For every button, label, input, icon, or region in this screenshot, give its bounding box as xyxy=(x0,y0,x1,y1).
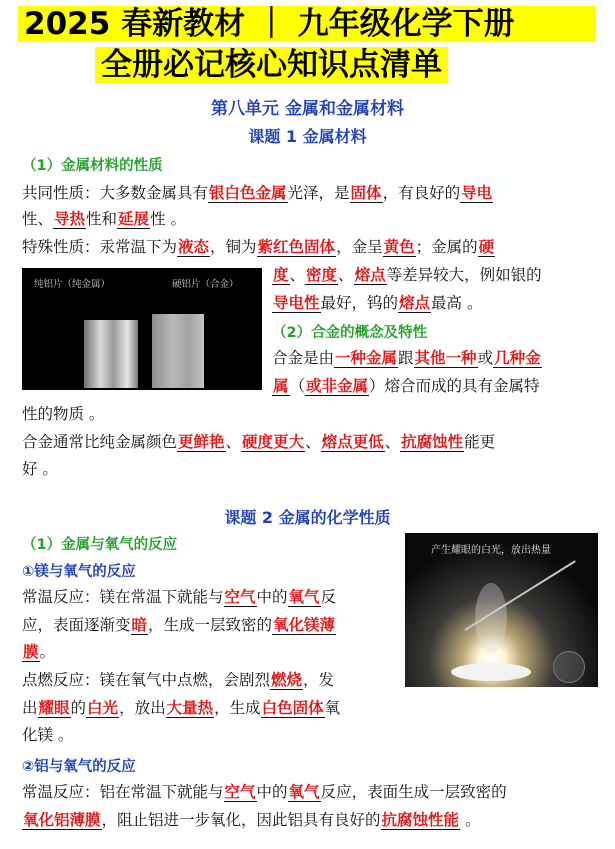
text: 常温反应：铝在常温下就能与 xyxy=(22,783,224,801)
mg-normal-line3 xyxy=(22,642,55,662)
keyword: 硬 xyxy=(478,238,495,256)
text: ，生成 xyxy=(214,699,261,717)
keyword: 密度 xyxy=(306,266,338,284)
text: 的 xyxy=(70,699,87,717)
text: ，铜为 xyxy=(210,238,257,256)
text: 最好，钨的 xyxy=(320,294,399,312)
hard-aluminum-sheet xyxy=(152,314,204,388)
text: 中的 xyxy=(256,588,288,606)
text: 合金是由 xyxy=(272,349,335,367)
text: 或 xyxy=(477,349,494,367)
text: 跟 xyxy=(398,349,414,367)
keyword: 氧化铝薄膜 xyxy=(23,811,101,829)
keyword: 或非金属 xyxy=(306,377,369,395)
text: 、 xyxy=(338,266,354,284)
mg-burn-line3 xyxy=(22,725,73,745)
text: 能更 xyxy=(464,433,496,451)
smoke-shape xyxy=(475,583,507,653)
al-normal-line1 xyxy=(22,782,507,802)
lamp-base xyxy=(451,663,531,681)
alloy-line2 xyxy=(272,376,540,396)
topic2-title: 课题 2 金属的化学性质 xyxy=(224,508,391,527)
text: ；金属的 xyxy=(415,238,478,256)
keyword: 暗 xyxy=(131,616,148,634)
title-text-2: 全册必记核心知识点清单 xyxy=(101,47,442,83)
keyword: 导电性 xyxy=(273,294,320,312)
aluminum-sheets-photo xyxy=(22,268,262,390)
text: 反 xyxy=(320,588,337,606)
sub-heading-magnesium: ①镁与氧气的反应 xyxy=(22,564,136,580)
text: 应，表面逐渐变 xyxy=(22,616,131,634)
text: ，阻止铝进一步氧化，因此铝具有良好的 xyxy=(101,811,381,829)
keyword: 银白色金属 xyxy=(209,184,287,202)
text: 性的物质 。 xyxy=(22,405,105,423)
unit-title: 第八单元 金属和金属材料 xyxy=(211,99,404,119)
text: 出 xyxy=(22,699,38,717)
keyword: 紫红色固体 xyxy=(257,238,336,256)
magnesium-burning-photo xyxy=(405,533,598,687)
text: ，金呈 xyxy=(336,238,383,256)
keyword: 黄色 xyxy=(383,238,415,256)
section-alloy-heading: （2）合金的概念及特性 xyxy=(272,325,428,341)
keyword: 导热 xyxy=(54,210,86,228)
text: 。 xyxy=(39,643,56,661)
alloy2-line1 xyxy=(22,432,495,452)
section-properties-heading: （1）金属材料的性质 xyxy=(22,158,163,174)
keyword: 大量热 xyxy=(166,699,214,717)
keyword: 硬度更大 xyxy=(242,433,305,451)
mg-burn-line1 xyxy=(22,670,334,690)
text: （ xyxy=(289,377,306,395)
text: 反应，表面生成一层致密的 xyxy=(320,783,507,801)
keyword: 导电 xyxy=(461,184,493,202)
text: ，有良好的 xyxy=(382,184,461,202)
mg-normal-line2 xyxy=(22,615,336,635)
keyword: 延展 xyxy=(118,210,150,228)
text: 点燃反应：镁在氧气中点燃，会剧烈 xyxy=(22,671,271,689)
text: 光泽，是 xyxy=(287,184,350,202)
special-properties-line2 xyxy=(272,265,542,285)
alloy-line3 xyxy=(22,404,104,424)
text: ）熔合而成的具有金属特 xyxy=(369,377,540,395)
text: 、 xyxy=(384,433,401,451)
text: 常温反应：镁在常温下就能与 xyxy=(22,588,224,606)
keyword: 熔点 xyxy=(354,266,386,284)
keyword: 一种金属 xyxy=(335,349,398,367)
text: 性、 xyxy=(22,210,54,228)
sub-heading-aluminum: ②铝与氧气的反应 xyxy=(22,759,136,775)
keyword: 抗腐蚀性能 xyxy=(381,811,460,829)
keyword: 空气 xyxy=(224,783,256,801)
page-title-line1 xyxy=(18,6,596,42)
keyword: 耀眼 xyxy=(38,699,70,717)
text: ，发 xyxy=(303,671,335,689)
keyword: 熔点更低 xyxy=(321,433,384,451)
keyword: 膜 xyxy=(23,643,39,661)
topic1-title: 课题 1 金属材料 xyxy=(248,127,367,146)
keyword: 白色固体 xyxy=(261,699,324,717)
photo-label-pure: 纯铝片（纯金属） xyxy=(34,279,111,290)
text: 。 xyxy=(460,811,481,829)
text: 好 。 xyxy=(22,460,58,478)
keyword: 更鲜艳 xyxy=(178,433,225,451)
text: ，放出 xyxy=(119,699,166,717)
text: 等差异较大，例如银的 xyxy=(386,266,542,284)
keyword: 熔点 xyxy=(399,294,431,312)
al-normal-line2 xyxy=(22,810,480,830)
text: 性和 xyxy=(86,210,118,228)
alloy2-line2 xyxy=(22,459,58,479)
text: 、 xyxy=(305,433,321,451)
text: 最高 。 xyxy=(431,294,483,312)
keyword: 空气 xyxy=(224,588,256,606)
text: 性 。 xyxy=(150,210,186,228)
keyword: 抗腐蚀性 xyxy=(401,433,464,451)
keyword: 属 xyxy=(273,377,289,395)
keyword: 氧气 xyxy=(288,783,320,801)
photo-label-hard: 硬铝片（合金） xyxy=(172,279,239,290)
mg-burn-line2 xyxy=(22,698,340,718)
keyword: 氧化镁薄 xyxy=(273,616,336,634)
section-oxygen-heading: （1）金属与氧气的反应 xyxy=(22,537,178,553)
keyword: 度 xyxy=(273,266,289,284)
keyword: 几种金 xyxy=(494,349,541,367)
text: 合金通常比纯金属颜色 xyxy=(22,433,178,451)
alloy-line1 xyxy=(272,348,542,368)
special-properties-line3 xyxy=(272,293,482,313)
keyword: 燃烧 xyxy=(271,671,303,689)
keyword: 其他一种 xyxy=(414,349,477,367)
alcohol-lamp xyxy=(553,651,585,683)
common-properties-line2 xyxy=(22,209,186,229)
text: 、 xyxy=(289,266,306,284)
photo-caption: 产生耀眼的白光，放出热量 xyxy=(431,545,551,556)
text: 中的 xyxy=(256,783,288,801)
text: ，生成一层致密的 xyxy=(148,616,273,634)
mg-normal-line1 xyxy=(22,587,336,607)
text: 特殊性质：汞常温下为 xyxy=(22,238,178,256)
page-title-line2 xyxy=(95,47,448,83)
text: 、 xyxy=(225,433,242,451)
keyword: 固体 xyxy=(350,184,382,202)
common-properties-line1 xyxy=(22,183,493,203)
keyword: 白光 xyxy=(87,699,119,717)
text: 共同性质：大多数金属具有 xyxy=(22,184,209,202)
special-properties-line1 xyxy=(22,237,495,257)
title-text-1: 2025 春新教材 ｜ 九年级化学下册 xyxy=(24,6,515,42)
text: 化镁 。 xyxy=(22,726,74,744)
pure-aluminum-sheet xyxy=(84,320,138,388)
keyword: 液态 xyxy=(178,238,210,256)
text: 氧 xyxy=(324,699,341,717)
keyword: 氧气 xyxy=(288,588,320,606)
